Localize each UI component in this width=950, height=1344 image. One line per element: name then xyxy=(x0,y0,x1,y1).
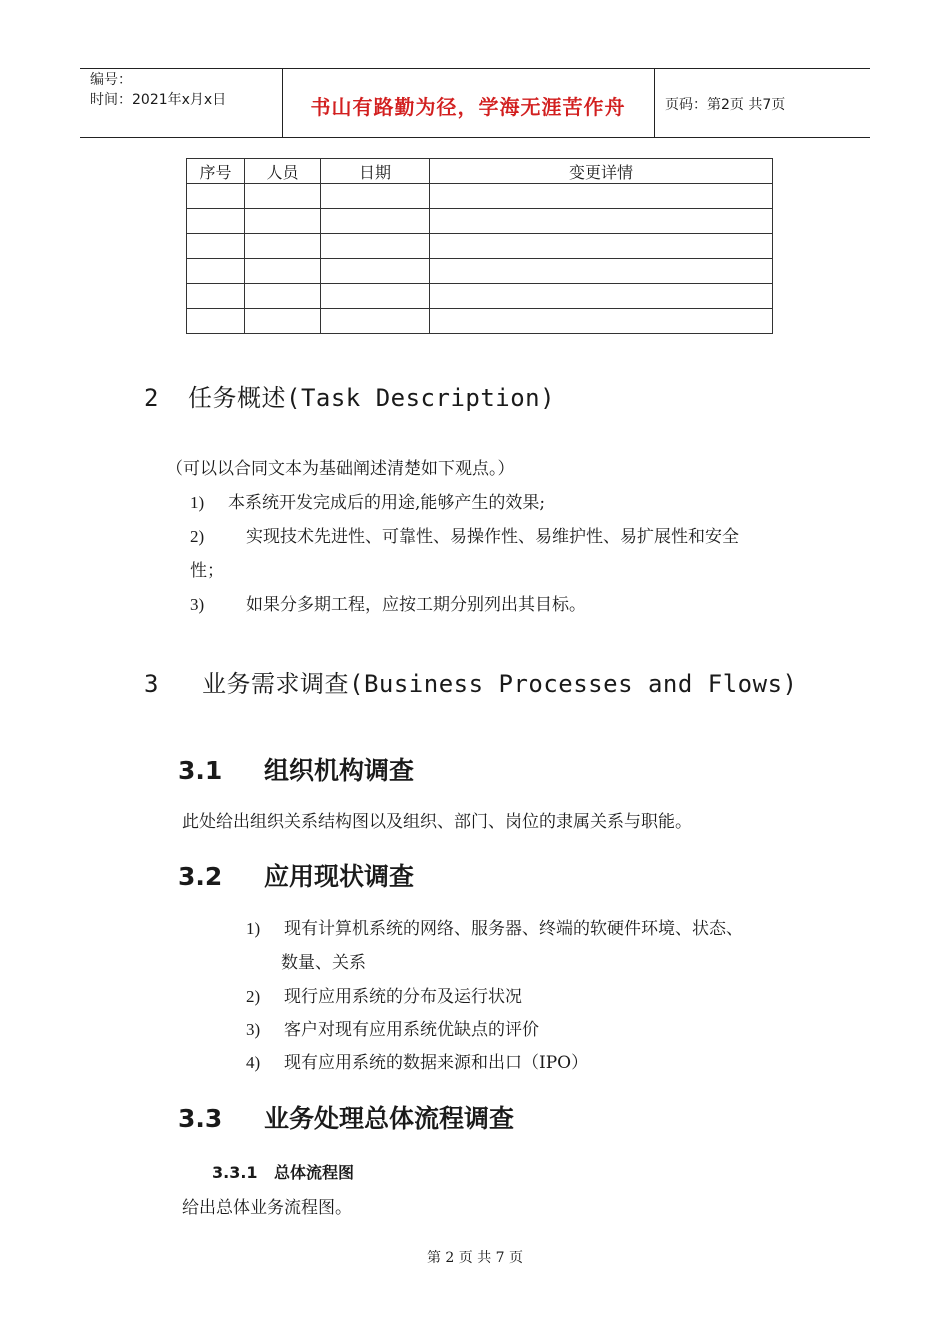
table-cell xyxy=(321,209,430,234)
table-cell xyxy=(430,184,773,209)
section-3-3-1-body: 给出总体业务流程图。 xyxy=(182,1198,352,1218)
section-title: 业务处理总体流程调查 xyxy=(264,1104,515,1133)
document-time-label: 时间：2021年x月x日 xyxy=(90,92,227,108)
list-item-continuation: 数量、关系 xyxy=(281,953,366,973)
list-item xyxy=(246,919,743,939)
section-title: 任务概述(Task Description) xyxy=(188,384,556,412)
list-text: 客户对现有应用系统优缺点的评价 xyxy=(284,1020,539,1040)
header-meta-cell xyxy=(80,69,283,137)
section-number: 2 xyxy=(144,384,159,412)
table-cell xyxy=(430,309,773,334)
list-index: 2) xyxy=(190,527,205,546)
table-cell xyxy=(187,259,245,284)
table-row xyxy=(187,234,773,259)
page-footer: 第 2 页 共 7 页 xyxy=(426,1250,524,1266)
table-row xyxy=(187,309,773,334)
table-cell xyxy=(430,209,773,234)
section-number: 3.2 xyxy=(178,862,223,891)
table-row xyxy=(187,259,773,284)
table-cell xyxy=(245,259,321,284)
list-text: 现有应用系统的数据来源和出口（IPO） xyxy=(284,1053,589,1073)
section-number: 3.3 xyxy=(178,1104,223,1133)
section-title: 组织机构调查 xyxy=(264,756,415,785)
list-item xyxy=(190,493,545,513)
table-cell xyxy=(430,259,773,284)
table-cell xyxy=(245,209,321,234)
table-cell xyxy=(430,284,773,309)
list-item xyxy=(190,527,739,547)
table-cell xyxy=(245,234,321,259)
header-page-info: 页码：第2页 共7页 xyxy=(665,97,786,113)
list-index: 3) xyxy=(246,1020,261,1039)
list-item xyxy=(246,1020,539,1040)
section-2-heading xyxy=(144,378,555,413)
list-index: 4) xyxy=(246,1053,261,1072)
section-2-intro: （可以以合同文本为基础阐述清楚如下观点。） xyxy=(166,459,515,479)
list-item xyxy=(246,987,522,1007)
list-item-continuation: 性； xyxy=(190,561,224,581)
section-number: 3.3.1 xyxy=(212,1163,258,1182)
section-3-3-heading xyxy=(178,1099,514,1135)
section-3-3-1-heading xyxy=(212,1160,354,1183)
table-cell xyxy=(321,309,430,334)
column-header-person: 人员 xyxy=(245,159,321,184)
header-page-cell xyxy=(655,69,870,137)
table-cell xyxy=(430,234,773,259)
list-text: 现行应用系统的分布及运行状况 xyxy=(284,987,522,1007)
table-cell xyxy=(187,284,245,309)
table-cell xyxy=(187,234,245,259)
table-cell xyxy=(187,309,245,334)
section-title: 总体流程图 xyxy=(274,1163,355,1182)
table-row xyxy=(187,184,773,209)
list-text: 实现技术先进性、可靠性、易操作性、易维护性、易扩展性和安全 xyxy=(246,527,739,547)
table-cell xyxy=(321,184,430,209)
section-title: 业务需求调查(Business Processes and Flows) xyxy=(202,670,798,698)
table-cell xyxy=(321,234,430,259)
section-number: 3 xyxy=(144,670,159,698)
table-cell xyxy=(187,184,245,209)
list-text: 如果分多期工程，应按工期分别列出其目标。 xyxy=(246,595,586,615)
section-3-1-body: 此处给出组织关系结构图以及组织、部门、岗位的隶属关系与职能。 xyxy=(182,812,692,832)
table-cell xyxy=(187,209,245,234)
table-cell xyxy=(321,259,430,284)
list-index: 1) xyxy=(190,493,205,512)
section-3-2-heading xyxy=(178,857,414,893)
list-item xyxy=(246,1053,588,1073)
column-header-serial: 序号 xyxy=(187,159,245,184)
table-row xyxy=(187,284,773,309)
table-cell xyxy=(245,184,321,209)
list-index: 3) xyxy=(190,595,205,614)
header-motto: 书山有路勤为径，学海无涯苦作舟 xyxy=(310,95,626,119)
column-header-date: 日期 xyxy=(321,159,430,184)
section-3-1-heading xyxy=(178,751,414,787)
document-number-label: 编号： xyxy=(90,72,132,88)
page-header xyxy=(80,68,870,138)
table-cell xyxy=(245,284,321,309)
list-text: 现有计算机系统的网络、服务器、终端的软硬件环境、状态、 xyxy=(284,919,743,939)
header-motto-cell xyxy=(282,69,655,137)
list-index: 2) xyxy=(246,987,261,1006)
list-text: 本系统开发完成后的用途,能够产生的效果; xyxy=(228,493,546,513)
list-index: 1) xyxy=(246,919,261,938)
table-cell xyxy=(321,284,430,309)
list-item xyxy=(190,595,586,615)
section-number: 3.1 xyxy=(178,756,223,785)
column-header-change-details: 变更详情 xyxy=(430,159,773,184)
table-cell xyxy=(245,309,321,334)
section-title: 应用现状调查 xyxy=(264,862,415,891)
section-3-heading xyxy=(144,664,797,699)
change-log-header-row xyxy=(187,159,773,184)
table-row xyxy=(187,209,773,234)
change-log-table xyxy=(186,158,773,334)
